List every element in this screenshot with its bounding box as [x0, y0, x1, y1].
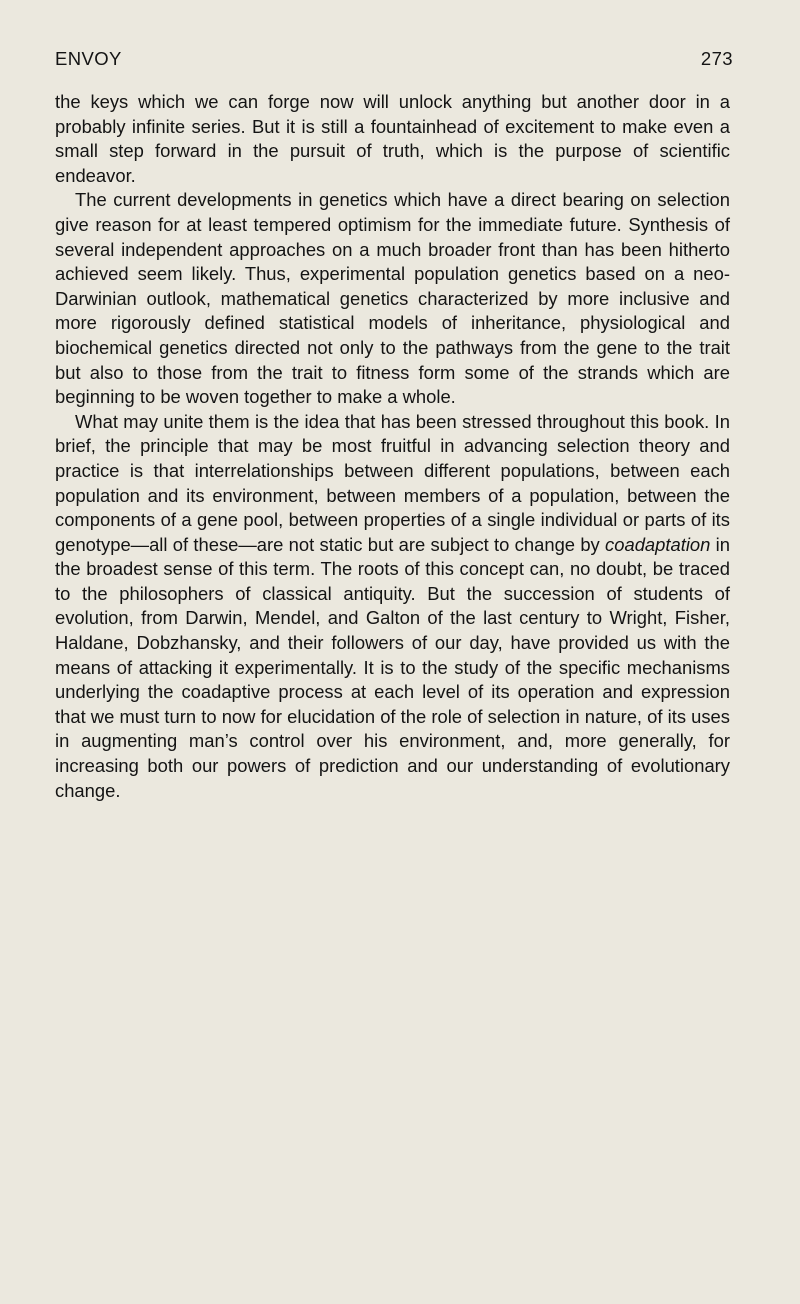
paragraph-2: The current developments in genetics which have a direct bearing on selection give reason for at least tempered optimism for the immediate future. Synthesis of several independent approaches on a much broader front than has been hitherto achieved seem likely. Thus, experimental population genetics based on a neo-Darwinian outlook, mathematical genetics characterized by more inclusive and more rigorously defined statistical models of inheritance, physiological and biochemical genetics directed not only to the pathways from the gene to the trait but also to those from the trait to fitness form some of the strands which are beginning to be woven together to make a whole. [55, 189, 730, 408]
body-text [55, 90, 730, 803]
paragraph-3 [55, 410, 730, 804]
paragraph-3-text-before: What may unite them is the idea that has been stressed throughout this book. In brief, the principle that may be most fruitful in advancing selection theory and practice is that interrelationships between different populations, between each population and its environment, between members of a population, between the components of a gene pool, between properties of a single individual or parts of its genotype—all of these—are not static but are subject to change by [55, 410, 730, 555]
paragraph-1: the keys which we can forge now will unlock anything but another door in a probably infinite series. But it is still a fountainhead of excitement to make even a small step forward in the pursuit of truth, which is the purpose of scientific endeavor. [55, 91, 730, 186]
running-head [55, 48, 733, 74]
paragraph-3-text-after: in the broadest sense of this term. The roots of this concept can, no doubt, be traced to the philosophers of classical antiquity. But the succession of students of evolution, from Darwin, Mendel, and Galton of the last century to Wright, Fisher, Haldane, Dobzhansky, and their followers of our day, have provided us with the means of attacking it experimentally. It is to the study of the specific mechanisms underlying the coadaptive process at each level of its operation and expression that we must turn to now for elucidation of the role of selection in nature, of its uses in augmenting man’s control over his environment, and, more generally, for increasing both our powers of prediction and our understanding of evolutionary change. [55, 533, 730, 801]
page-number: 273 [700, 48, 733, 69]
emphasis-coadaptation: coadaptation [605, 533, 711, 555]
chapter-title: ENVOY [55, 48, 122, 69]
